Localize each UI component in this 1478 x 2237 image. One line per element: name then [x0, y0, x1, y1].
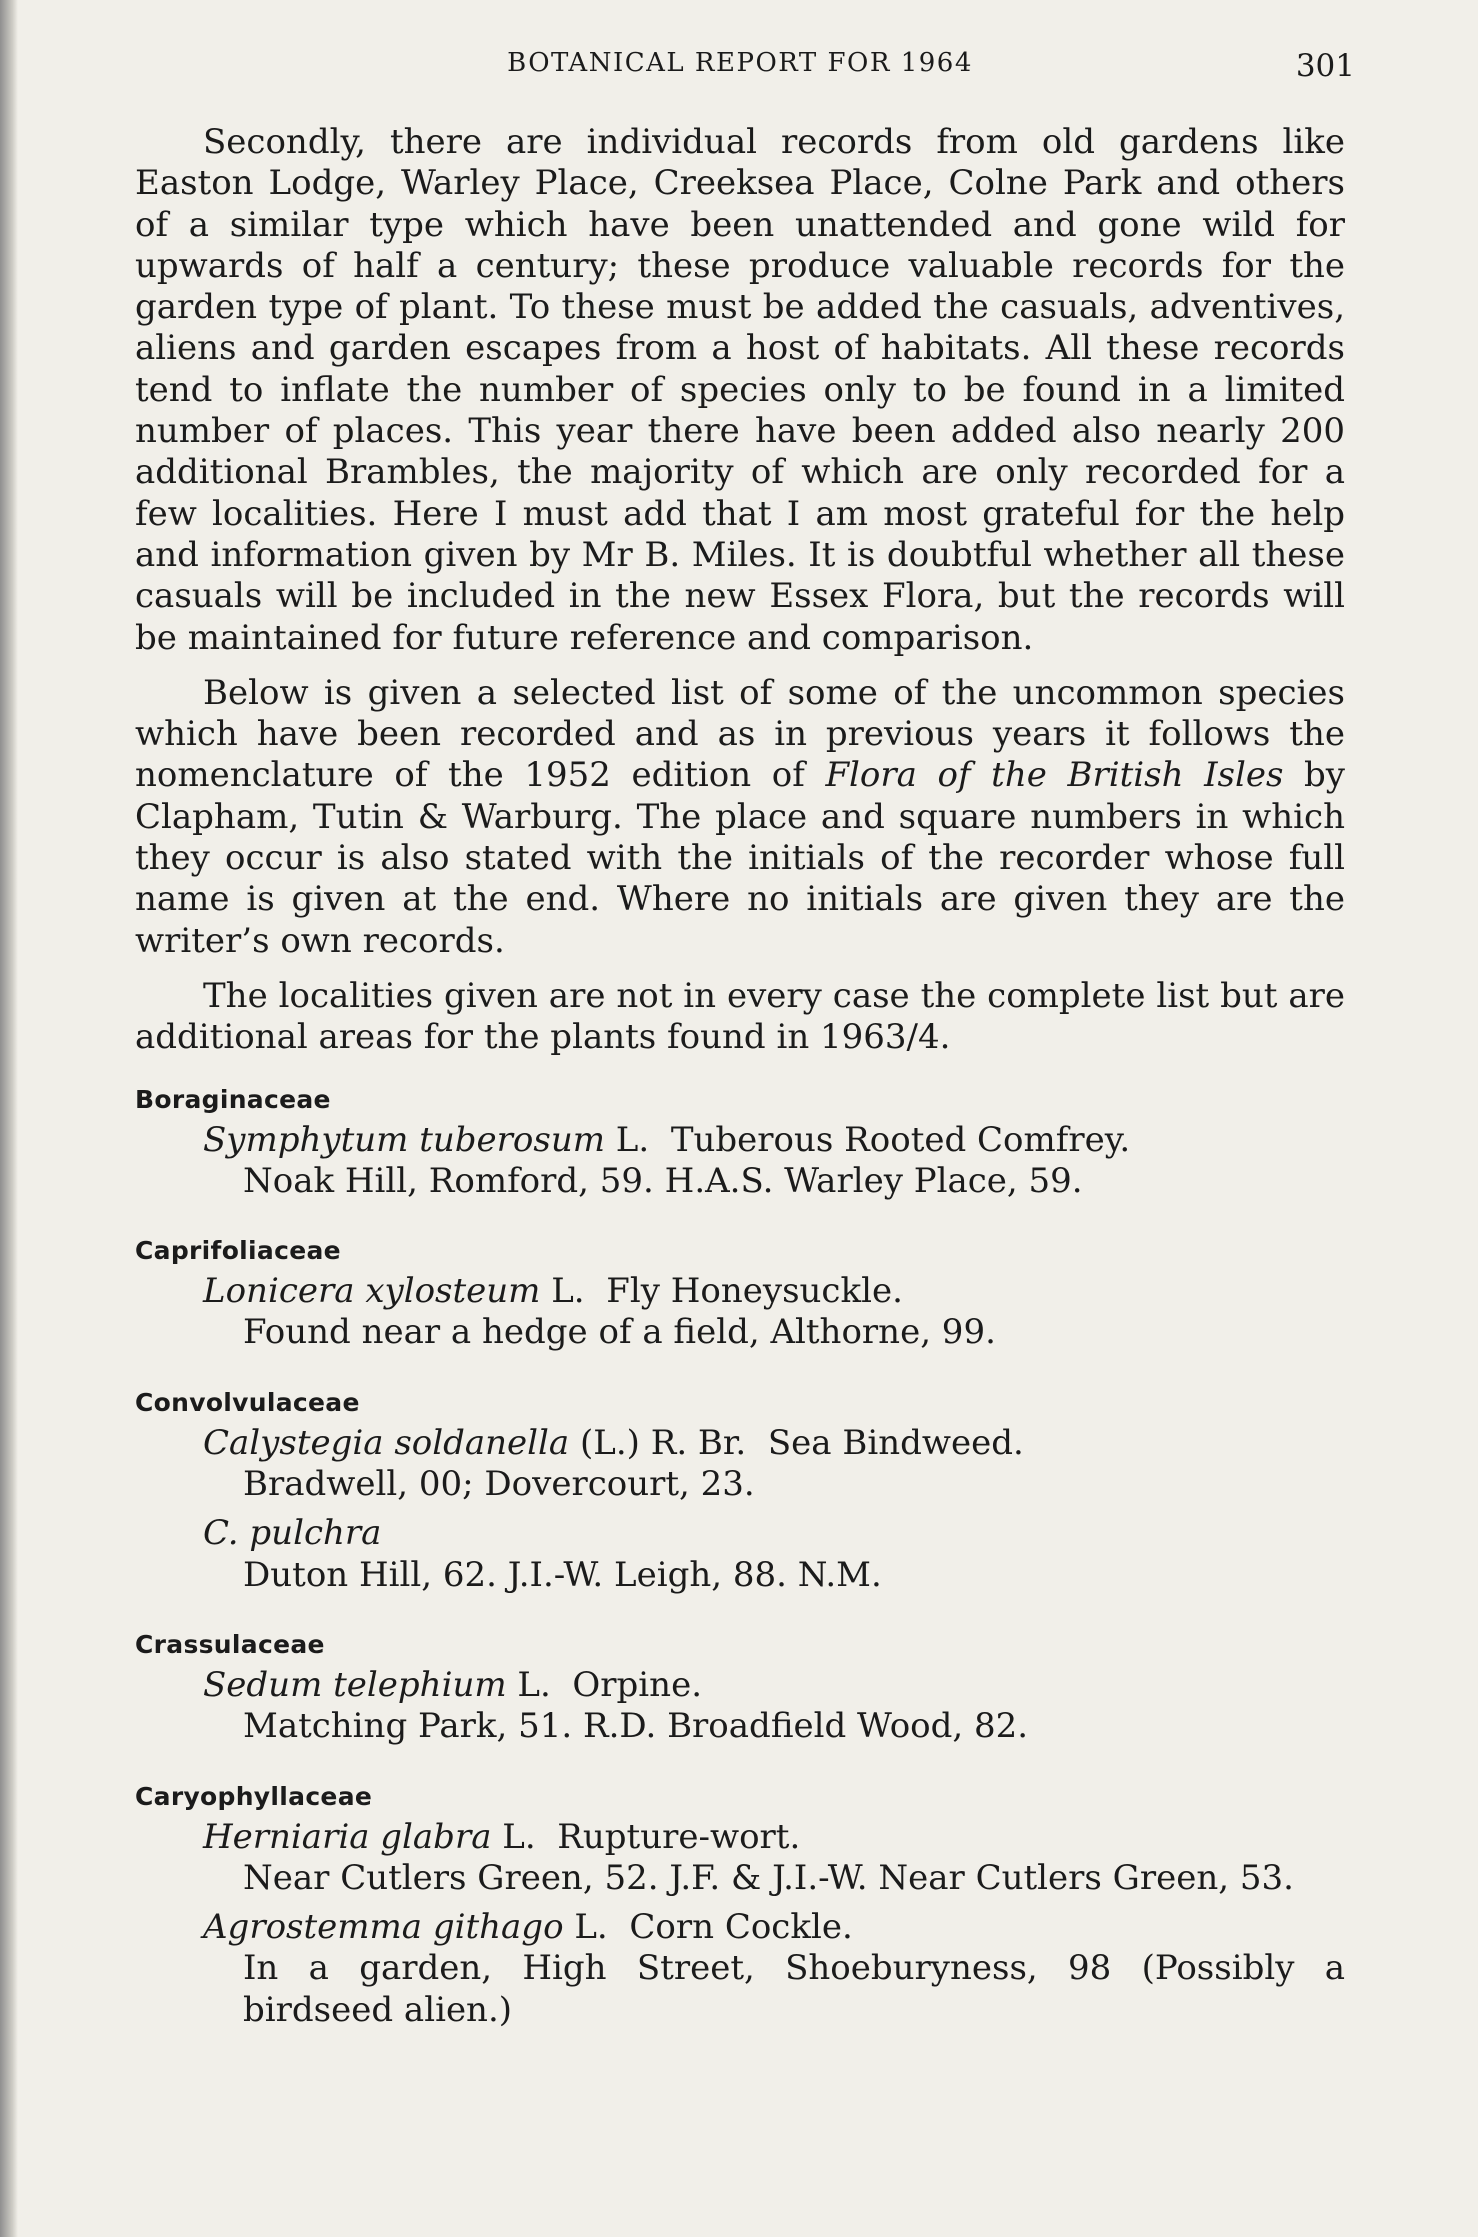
- paragraph-localities-note: The localities given are not in every case the complete list but are additional areas for the plants found in 1963/4.: [135, 975, 1345, 1058]
- family-heading: Crassulaceae: [135, 1629, 325, 1659]
- species-authority: (L.) R. Br.: [569, 1422, 747, 1463]
- page-spine-shadow: [0, 0, 18, 2237]
- species-authority: L.: [563, 1907, 608, 1948]
- species-localities: In a garden, High Street, Shoeburyness, 98 (Possibly a birdseed alien.): [243, 1948, 1345, 2030]
- family-heading: Convolvulaceae: [135, 1387, 360, 1417]
- species-localities: Near Cutlers Green, 52. J.F. & J.I.-W. Near Cutlers Green, 53.: [243, 1857, 1294, 1898]
- page-number: 301: [1295, 48, 1355, 84]
- species-latin-name: C. pulchra: [203, 1513, 382, 1554]
- species-latin-name: Agrostemma githago: [203, 1907, 564, 1948]
- species-localities: Matching Park, 51. R.D. Broadfield Wood, 82.: [243, 1706, 1029, 1747]
- paragraph-intro: Secondly, there are individual records from old gardens like Easton Lodge, Warley Place, Creeksea Place, Colne Park and others of a similar type which have been unattended and gone wild for upwards of half a century; these produce valuable records for the garden type of plant. To these must be added the casuals, adventives, aliens and garden escapes from a host of habitats. All these records tend to inflate the number of species only to be found in a limited number of places. This year there have been added also nearly 200 additional Brambles, the majority of which are only recorded for a few localities. Here I must add that I am most grateful for the help and information given by Mr B. Miles. It is doubtful whether all these casuals will be included in the new Essex Flora, but the records will be maintained for future reference and comparison.: [135, 122, 1345, 658]
- species-localities: Duton Hill, 62. J.I.-W. Leigh, 88. N.M.: [243, 1554, 882, 1595]
- species-latin-name: Lonicera xylosteum: [203, 1271, 541, 1312]
- species-name-line: [203, 1907, 1345, 1948]
- species-entry: [135, 1271, 1345, 1354]
- species-latin-name: Herniaria glabra: [203, 1816, 492, 1857]
- species-entry: [135, 1665, 1345, 1748]
- species-localities: Noak Hill, Romford, 59. H.A.S. Warley Place, 59.: [243, 1160, 1083, 1201]
- species-common-name: Orpine.: [572, 1664, 702, 1705]
- species-name-line: [203, 1513, 1345, 1554]
- species-authority: L.: [506, 1664, 551, 1705]
- paragraph-text-after: by Clapham, Tutin & Warburg. The place and square numbers in which they occur is also stated with the initials of the recorder whose full name is given at the end. Where no initials are given they are the writer’s own records.: [135, 755, 1346, 961]
- species-authority: L.: [604, 1119, 650, 1160]
- species-name-line: [203, 1665, 1345, 1706]
- species-latin-name: Symphytum tuberosum: [203, 1119, 605, 1160]
- species-latin-name: Sedum telephium: [203, 1664, 507, 1705]
- book-title: Flora of the British Isles: [825, 755, 1284, 796]
- species-latin-name: Calystegia soldanella: [203, 1422, 570, 1463]
- species-common-name: Tuberous Rooted Comfrey.: [670, 1119, 1131, 1160]
- species-entry: [135, 1817, 1345, 1900]
- species-entry: [135, 1423, 1345, 1506]
- species-common-name: Corn Cockle.: [629, 1907, 853, 1948]
- species-entry: [135, 1513, 1345, 1596]
- species-name-line: [203, 1817, 1345, 1858]
- species-localities: Found near a hedge of a field, Althorne, 99.: [243, 1312, 996, 1353]
- family-heading: Caprifoliaceae: [135, 1236, 341, 1266]
- species-name-line: [203, 1271, 1345, 1312]
- paragraph-list-description: [135, 673, 1345, 962]
- running-title: BOTANICAL REPORT FOR 1964: [507, 48, 973, 78]
- species-common-name: Fly Honeysuckle.: [606, 1271, 903, 1312]
- family-heading: Boraginaceae: [135, 1084, 331, 1114]
- species-entry: [135, 1907, 1345, 2031]
- species-name-line: [203, 1423, 1345, 1464]
- species-common-name: Sea Bindweed.: [767, 1422, 1024, 1463]
- species-authority: L.: [491, 1816, 536, 1857]
- species-entry: [135, 1120, 1345, 1203]
- species-authority: L.: [540, 1271, 585, 1312]
- species-common-name: Rupture-wort.: [557, 1816, 801, 1857]
- document-page: [135, 48, 1355, 2039]
- page-header: [135, 48, 1355, 94]
- family-heading: Caryophyllaceae: [135, 1781, 373, 1811]
- species-name-line: [203, 1120, 1345, 1161]
- species-localities: Bradwell, 00; Dovercourt, 23.: [243, 1464, 755, 1505]
- paragraph-text-before: Below is given a selected list of some of the uncommon species which have been recorded and as in previous years it follows the nomenclature of the 1952 edition of: [135, 672, 1345, 796]
